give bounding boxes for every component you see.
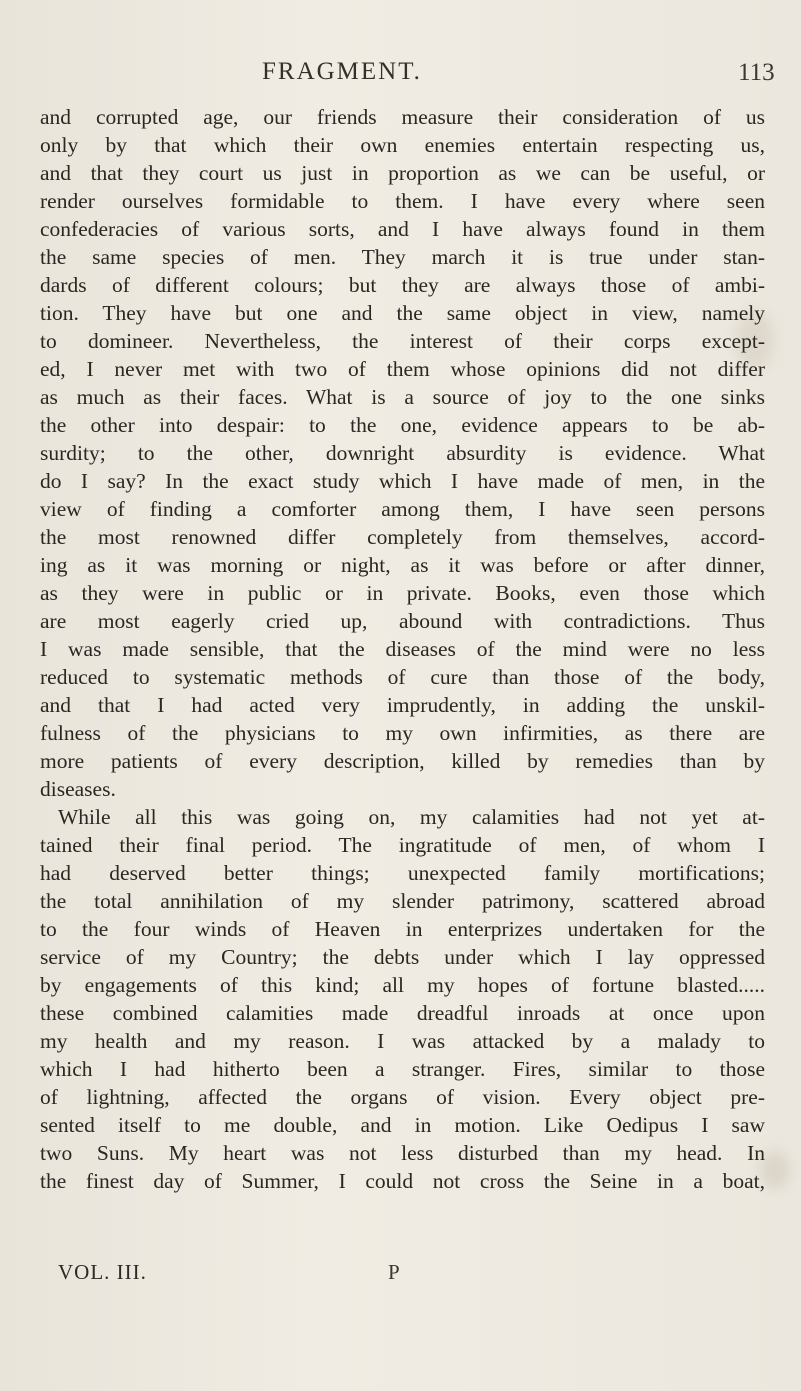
text-line: these combined calamities made dreadful inroads at once upon	[40, 1001, 765, 1025]
text-line: the other into despair: to the one, evidence appears to be ab-	[40, 413, 765, 437]
text-line: While all this was going on, my calamities had not yet at-	[58, 805, 765, 829]
text-line: do I say? In the exact study which I have made of men, in the	[40, 469, 765, 493]
page-number: 113	[738, 59, 775, 86]
text-line: and that I had acted very imprudently, in adding the unskil-	[40, 693, 765, 717]
text-line: diseases.	[40, 777, 116, 801]
text-line: the most renowned differ completely from themselves, accord-	[40, 525, 765, 549]
text-line: as they were in public or in private. Books, even those which	[40, 581, 765, 605]
text-line: two Suns. My heart was not less disturbed than my head. In	[40, 1141, 765, 1165]
text-line: only by that which their own enemies entertain respecting us,	[40, 133, 765, 157]
text-line: to the four winds of Heaven in enterprizes undertaken for the	[40, 917, 765, 941]
text-line: ed, I never met with two of them whose opinions did not differ	[40, 357, 765, 381]
text-line: as much as their faces. What is a source of joy to the one sinks	[40, 385, 765, 409]
text-line: of lightning, affected the organs of vision. Every object pre-	[40, 1085, 765, 1109]
text-line: and corrupted age, our friends measure their consideration of us	[40, 105, 765, 129]
text-line: service of my Country; the debts under which I lay oppressed	[40, 945, 765, 969]
text-line: by engagements of this kind; all my hopes of fortune blasted.....	[40, 973, 765, 997]
signature-mark: P	[388, 1260, 400, 1284]
text-line: surdity; to the other, downright absurdity is evidence. What	[40, 441, 765, 465]
text-line: I was made sensible, that the diseases of the mind were no less	[40, 637, 765, 661]
text-line: to domineer. Nevertheless, the interest of their corps except-	[40, 329, 765, 353]
text-line: view of finding a comforter among them, I have seen persons	[40, 497, 765, 521]
text-line: which I had hitherto been a stranger. Fires, similar to those	[40, 1057, 765, 1081]
text-line: ing as it was morning or night, as it was before or after dinner,	[40, 553, 765, 577]
text-line: the finest day of Summer, I could not cross the Seine in a boat,	[40, 1169, 765, 1193]
text-line: and that they court us just in proportion as we can be useful, or	[40, 161, 765, 185]
text-line: the same species of men. They march it is true under stan-	[40, 245, 765, 269]
text-line: had deserved better things; unexpected family mortifications;	[40, 861, 765, 885]
text-line: tion. They have but one and the same object in view, namely	[40, 301, 765, 325]
text-line: are most eagerly cried up, abound with contradictions. Thus	[40, 609, 765, 633]
volume-mark: VOL. III.	[58, 1260, 147, 1284]
text-line: sented itself to me double, and in motion. Like Oedipus I saw	[40, 1113, 765, 1137]
text-line: my health and my reason. I was attacked by a malady to	[40, 1029, 765, 1053]
text-line: fulness of the physicians to my own infirmities, as there are	[40, 721, 765, 745]
text-line: dards of different colours; but they are always those of ambi-	[40, 273, 765, 297]
text-line: tained their final period. The ingratitude of men, of whom I	[40, 833, 765, 857]
text-line: confederacies of various sorts, and I have always found in them	[40, 217, 765, 241]
text-line: more patients of every description, killed by remedies than by	[40, 749, 765, 773]
body-text	[40, 103, 765, 1195]
running-head: FRAGMENT.	[262, 58, 422, 85]
text-line: render ourselves formidable to them. I have every where seen	[40, 189, 765, 213]
text-line: the total annihilation of my slender patrimony, scattered abroad	[40, 889, 765, 913]
text-line: reduced to systematic methods of cure than those of the body,	[40, 665, 765, 689]
page-footer	[40, 1260, 765, 1290]
page-header	[0, 50, 801, 90]
